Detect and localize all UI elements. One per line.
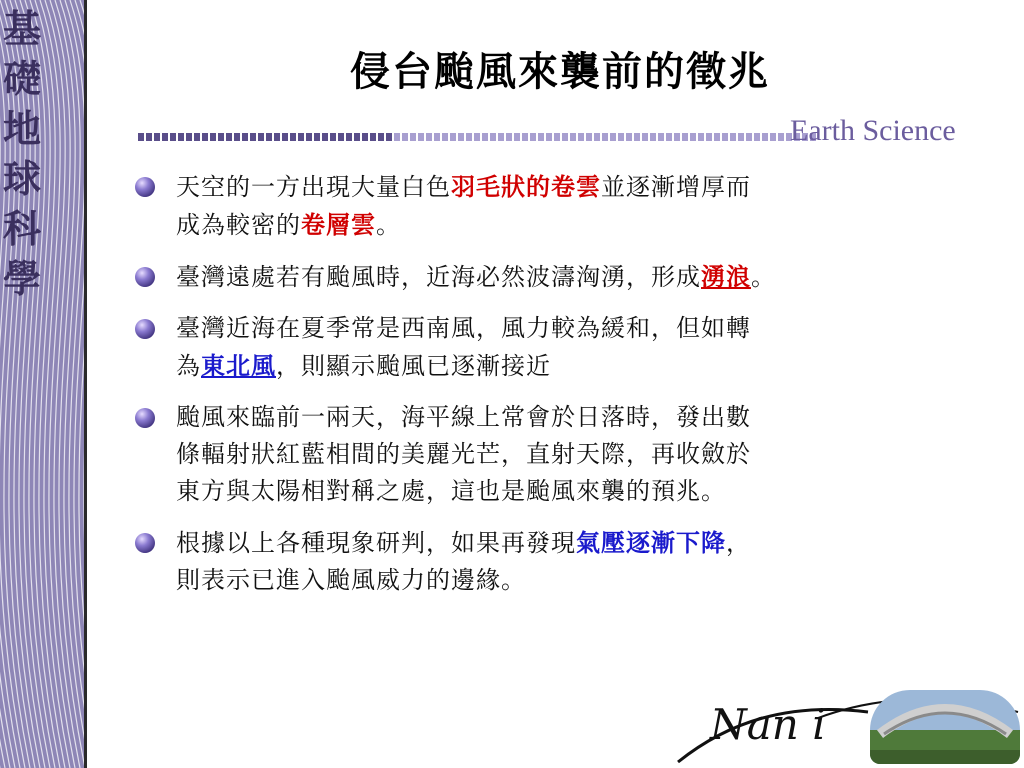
- vertical-title-char: 科: [2, 207, 41, 251]
- bullet-line: [176, 399, 980, 436]
- text-segment: 根據以上各種現象研判，如果再發現: [176, 529, 576, 557]
- bullet-text: [176, 168, 980, 244]
- logo-text: Nan i: [710, 700, 826, 749]
- text-segment: 則表示已進入颱風威力的邊緣。: [176, 566, 526, 594]
- bullet-line: [176, 436, 980, 473]
- vertical-title-char: 學: [2, 257, 41, 301]
- vertical-title-char: 地: [2, 107, 41, 151]
- earth-science-label: Earth Science: [790, 114, 956, 147]
- list-item: [130, 524, 980, 599]
- text-segment: 臺灣遠處若有颱風時，近海必然波濤洶湧，形成: [176, 263, 701, 291]
- bullet-text: [176, 524, 980, 599]
- decorative-sidebar: [0, 0, 84, 768]
- bullet-icon: [135, 533, 155, 553]
- text-segment: 。: [376, 211, 401, 239]
- bullet-text: [176, 258, 980, 296]
- logo-photo: [870, 690, 1020, 764]
- bullet-icon: [135, 267, 155, 287]
- highlighted-term: 卷層雲: [301, 210, 376, 239]
- bullet-icon: [135, 408, 155, 428]
- highlighted-term: 東北風: [201, 351, 276, 380]
- text-segment: 條輻射狀紅藍相間的美麗光芒，直射天際，再收斂於: [176, 440, 751, 468]
- slide-title: 侵台颱風來襲前的徵兆: [350, 48, 770, 95]
- dotted-banner: [138, 130, 818, 144]
- bullet-list: [130, 168, 980, 613]
- list-item: [130, 310, 980, 385]
- bullet-text: [176, 399, 980, 510]
- text-segment: 並逐漸增厚而: [601, 173, 751, 201]
- text-segment: 臺灣近海在夏季常是西南風，風力較為緩和，但如轉: [176, 314, 751, 342]
- vertical-title-char: 基: [2, 7, 41, 51]
- text-segment: 為: [176, 352, 201, 380]
- highlighted-term: 湧浪: [701, 262, 751, 291]
- bullet-line: [176, 310, 980, 347]
- text-segment: 天空的一方出現大量白色: [176, 173, 451, 201]
- text-segment: 東方與太陽相對稱之處，這也是颱風來襲的預兆。: [176, 477, 726, 505]
- vertical-title-char: 礎: [2, 57, 41, 101]
- bullet-icon: [135, 177, 155, 197]
- vertical-title-char: 球: [2, 157, 41, 201]
- sidebar-divider: [84, 0, 87, 768]
- list-item: [130, 399, 980, 510]
- bullet-icon: [135, 319, 155, 339]
- bullet-line: [176, 168, 980, 206]
- text-segment: ，: [726, 529, 751, 557]
- text-segment: 颱風來臨前一兩天，海平線上常會於日落時，發出數: [176, 403, 751, 431]
- vertical-title: [0, 4, 44, 304]
- bullet-line: [176, 206, 980, 244]
- text-segment: ，則顯示颱風已逐漸接近: [276, 352, 551, 380]
- list-item: [130, 258, 980, 296]
- highlighted-term: 氣壓逐漸下降: [576, 528, 726, 557]
- bullet-line: [176, 473, 980, 510]
- bullet-text: [176, 310, 980, 385]
- text-segment: 成為較密的: [176, 211, 301, 239]
- bullet-line: [176, 258, 980, 296]
- list-item: [130, 168, 980, 244]
- bullet-line: [176, 562, 980, 599]
- text-segment: 。: [751, 263, 776, 291]
- highlighted-term: 羽毛狀的卷雲: [451, 172, 601, 201]
- bullet-line: [176, 524, 980, 562]
- bullet-line: [176, 347, 980, 385]
